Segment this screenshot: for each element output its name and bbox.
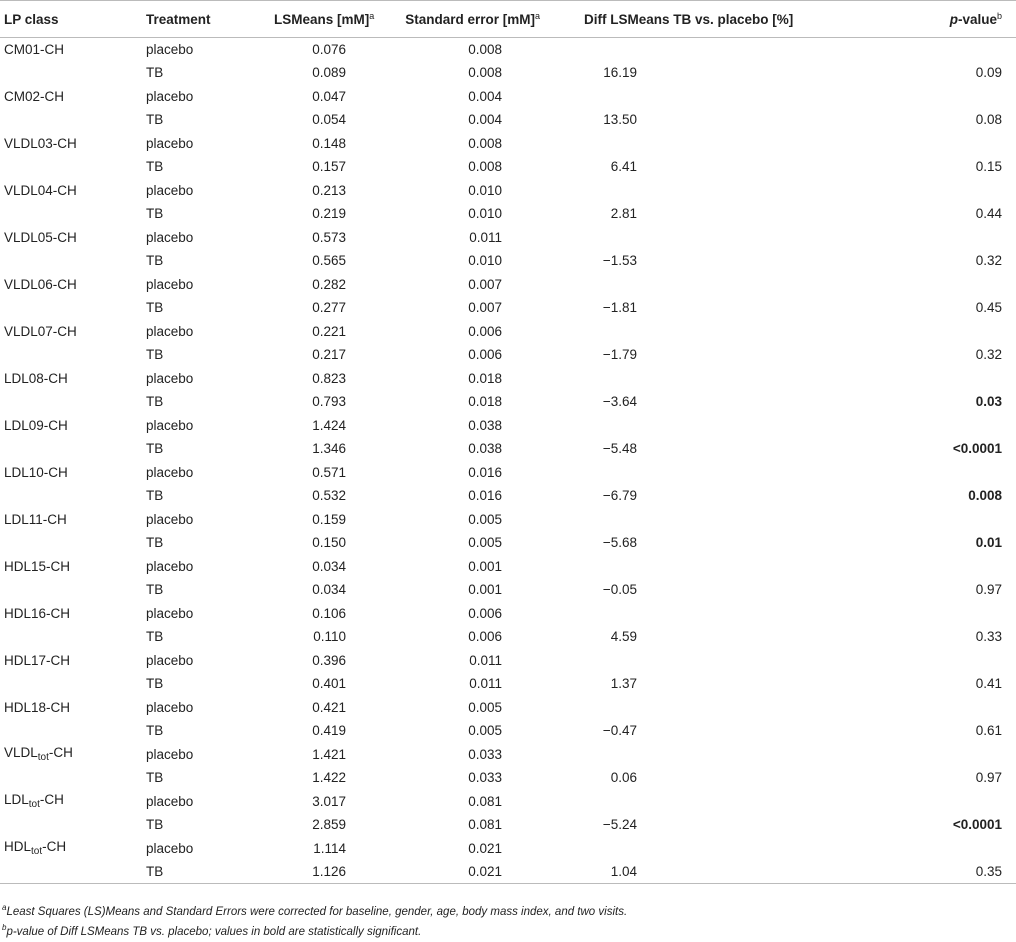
cell-lp-class: CM01-CH (4, 42, 65, 57)
cell-lsmeans: 0.213 (312, 182, 346, 198)
table-row (0, 320, 1016, 344)
cell-diff: −5.24 (602, 817, 637, 833)
cell-lp-class (0, 343, 142, 367)
cell-diff (580, 649, 815, 673)
cell-standard-error: 0.008 (468, 42, 502, 57)
table-row (0, 61, 1016, 85)
cell-treatment: TB (146, 676, 164, 692)
cell-diff: 16.19 (603, 65, 637, 81)
cell-lsmeans: 3.017 (312, 793, 346, 809)
cell-p-value (815, 273, 1016, 297)
cell-lsmeans: 0.421 (312, 699, 346, 715)
cell-lsmeans: 0.282 (312, 276, 346, 292)
cell-lp-class (0, 155, 142, 179)
cell-diff: −3.64 (602, 394, 637, 410)
cell-diff: 1.37 (610, 676, 637, 692)
cell-p-value (815, 320, 1016, 344)
cell-treatment: placebo (146, 605, 194, 621)
cell-lp-class: $LDL_{tot}-CH$ (4, 792, 64, 811)
cell-lsmeans: 0.054 (312, 112, 346, 128)
cell-lsmeans: 0.396 (312, 652, 346, 668)
table-body (0, 38, 1016, 884)
cell-lp-class: HDL17-CH (4, 652, 71, 668)
cell-treatment: TB (146, 629, 164, 645)
cell-p-value (815, 132, 1016, 156)
header-lsmeans: LSMeans [mM]$^a$ (270, 1, 400, 38)
cell-standard-error: 0.007 (468, 276, 502, 292)
cell-treatment: TB (146, 347, 164, 363)
cell-standard-error: 0.018 (468, 394, 502, 410)
cell-lp-class: HDL18-CH (4, 699, 71, 715)
table-row (0, 508, 1016, 532)
cell-p-value (815, 38, 1016, 62)
table-row (0, 226, 1016, 250)
cell-p-value: 0.09 (975, 65, 1002, 81)
cell-lsmeans: 2.859 (312, 817, 346, 833)
cell-lp-class: VLDL05-CH (4, 229, 77, 245)
cell-standard-error: 0.006 (468, 347, 502, 363)
table-row (0, 649, 1016, 673)
cell-treatment: placebo (146, 511, 194, 527)
cell-p-value: 0.41 (975, 676, 1002, 692)
table-row (0, 766, 1016, 790)
cell-lsmeans: 0.106 (312, 605, 346, 621)
cell-lsmeans: 0.571 (312, 464, 346, 480)
cell-diff: −1.81 (602, 300, 637, 316)
cell-lsmeans: 0.034 (312, 582, 346, 598)
cell-treatment: TB (146, 488, 164, 504)
cell-standard-error: 0.011 (469, 652, 502, 668)
cell-standard-error: 0.011 (469, 676, 502, 692)
cell-treatment: TB (146, 441, 164, 457)
cell-standard-error: 0.005 (468, 535, 502, 551)
cell-p-value: 0.44 (975, 206, 1002, 222)
cell-lsmeans: 0.823 (312, 370, 346, 386)
cell-standard-error: 0.011 (469, 229, 502, 245)
cell-diff: −1.53 (602, 253, 637, 269)
cell-lsmeans: 1.422 (312, 770, 346, 786)
cell-standard-error: 0.021 (400, 860, 580, 884)
cell-lsmeans: 1.424 (312, 417, 346, 433)
cell-treatment: TB (146, 159, 164, 175)
cell-lp-class (0, 625, 142, 649)
table-row (0, 343, 1016, 367)
cell-diff (580, 790, 815, 814)
cell-p-value: 0.33 (975, 629, 1002, 645)
table-row (0, 38, 1016, 62)
cell-diff (580, 696, 815, 720)
cell-p-value: 0.97 (975, 582, 1002, 598)
cell-diff: −5.48 (602, 441, 637, 457)
cell-lsmeans: 0.277 (312, 300, 346, 316)
cell-diff: −5.68 (602, 535, 637, 551)
cell-treatment: TB (146, 582, 164, 598)
cell-lsmeans: 0.076 (312, 42, 346, 57)
cell-p-value (815, 696, 1016, 720)
cell-p-value: <0.0001 (952, 441, 1002, 457)
cell-p-value: 0.32 (975, 347, 1002, 363)
cell-lp-class: HDL16-CH (4, 605, 71, 621)
cell-standard-error: 0.021 (468, 840, 502, 856)
cell-standard-error: 0.005 (468, 699, 502, 715)
footnote-b: $^b$p-value of Diff LSMeans TB vs. placebo; values in bold are statistically significant. (2, 923, 422, 938)
cell-lp-class: LDL11-CH (4, 511, 67, 527)
cell-diff (580, 273, 815, 297)
header-p-value: p-value$^b$ (815, 1, 1016, 38)
cell-treatment: TB (146, 253, 164, 269)
cell-treatment: placebo (146, 370, 194, 386)
table-row (0, 132, 1016, 156)
cell-diff: 1.04 (580, 860, 815, 884)
cell-lp-class (0, 249, 142, 273)
cell-lsmeans: 0.793 (312, 394, 346, 410)
cell-lp-class (0, 296, 142, 320)
table-row (0, 790, 1016, 814)
cell-p-value: 0.97 (975, 770, 1002, 786)
table-row (0, 155, 1016, 179)
cell-lsmeans: 0.148 (312, 135, 346, 151)
cell-p-value (815, 555, 1016, 579)
cell-lsmeans: 0.217 (312, 347, 346, 363)
cell-p-value: 0.35 (815, 860, 1016, 884)
cell-treatment: placebo (146, 746, 194, 762)
cell-lp-class (0, 531, 142, 555)
cell-treatment: TB (146, 770, 164, 786)
cell-lp-class: $VLDL_{tot}-CH$ (4, 745, 73, 764)
cell-standard-error: 0.008 (468, 159, 502, 175)
table-row (0, 108, 1016, 132)
cell-standard-error: 0.010 (468, 253, 502, 269)
cell-treatment: placebo (146, 699, 194, 715)
cell-lp-class: HDL15-CH (4, 558, 71, 574)
cell-treatment: TB (146, 817, 164, 833)
cell-lsmeans: 0.150 (312, 535, 346, 551)
table-row (0, 719, 1016, 743)
table-row (0, 461, 1016, 485)
cell-diff (580, 555, 815, 579)
cell-lp-class (0, 390, 142, 414)
cell-lp-class: VLDL06-CH (4, 276, 77, 292)
cell-lsmeans: 0.419 (312, 723, 346, 739)
cell-lp-class (0, 860, 142, 884)
cell-lsmeans: 1.126 (270, 860, 400, 884)
cell-lp-class: VLDL04-CH (4, 182, 77, 198)
cell-standard-error: 0.004 (468, 88, 502, 104)
cell-lsmeans: 0.532 (312, 488, 346, 504)
cell-lp-class (0, 672, 142, 696)
cell-lsmeans: 0.157 (312, 159, 346, 175)
cell-treatment: placebo (146, 276, 194, 292)
cell-lp-class: VLDL07-CH (4, 323, 77, 339)
cell-diff (580, 837, 815, 861)
cell-p-value (815, 226, 1016, 250)
cell-standard-error: 0.010 (468, 182, 502, 198)
cell-lp-class (0, 437, 142, 461)
cell-lsmeans: 1.421 (312, 746, 346, 762)
cell-p-value (815, 414, 1016, 438)
table-row (0, 602, 1016, 626)
table-row (0, 743, 1016, 767)
cell-p-value: 0.45 (975, 300, 1002, 316)
cell-diff (580, 414, 815, 438)
cell-lp-class: LDL08-CH (4, 370, 68, 386)
table-row (0, 555, 1016, 579)
table-row (0, 367, 1016, 391)
table-row (0, 696, 1016, 720)
cell-treatment: placebo (146, 182, 194, 198)
cell-diff: −0.05 (602, 582, 637, 598)
cell-standard-error: 0.016 (468, 488, 502, 504)
cell-standard-error: 0.007 (468, 300, 502, 316)
cell-lp-class: VLDL03-CH (4, 135, 77, 151)
cell-lsmeans: 0.573 (312, 229, 346, 245)
table-row (0, 390, 1016, 414)
cell-treatment: TB (146, 535, 164, 551)
cell-treatment: TB (146, 112, 164, 128)
table-header (0, 1, 1016, 38)
table-row (0, 578, 1016, 602)
cell-diff: −6.79 (602, 488, 637, 504)
table-row (0, 273, 1016, 297)
cell-lp-class (0, 484, 142, 508)
cell-p-value (815, 85, 1016, 109)
cell-diff (580, 743, 815, 767)
cell-standard-error: 0.005 (468, 723, 502, 739)
cell-p-value: <0.0001 (952, 817, 1002, 833)
cell-diff (580, 320, 815, 344)
cell-treatment: placebo (146, 135, 194, 151)
cell-lsmeans: 0.047 (312, 88, 346, 104)
table-row (0, 531, 1016, 555)
header-standard-error: Standard error [mM]$^a$ (400, 1, 580, 38)
cell-standard-error: 0.006 (468, 605, 502, 621)
cell-lsmeans: 0.110 (313, 629, 346, 645)
cell-lsmeans: 0.221 (312, 323, 346, 339)
cell-diff: 2.81 (610, 206, 637, 222)
cell-standard-error: 0.008 (468, 135, 502, 151)
cell-lp-class: $HDL_{tot}-CH$ (4, 839, 67, 858)
table-row (0, 202, 1016, 226)
cell-diff (580, 226, 815, 250)
cell-treatment: TB (146, 300, 164, 316)
cell-p-value (815, 602, 1016, 626)
cell-treatment: TB (142, 860, 270, 884)
cell-treatment: placebo (146, 229, 194, 245)
cell-standard-error: 0.081 (468, 793, 502, 809)
cell-standard-error: 0.006 (468, 323, 502, 339)
cell-treatment: placebo (146, 558, 194, 574)
header-treatment: Treatment (142, 1, 270, 38)
table-row (0, 296, 1016, 320)
cell-p-value (815, 508, 1016, 532)
cell-p-value (815, 461, 1016, 485)
cell-treatment: placebo (146, 42, 194, 57)
cell-lsmeans: 0.034 (312, 558, 346, 574)
cell-p-value: 0.008 (968, 488, 1002, 504)
cell-lsmeans: 1.114 (313, 840, 346, 856)
cell-standard-error: 0.006 (468, 629, 502, 645)
table-row (0, 672, 1016, 696)
cell-diff: 6.41 (610, 159, 637, 175)
cell-p-value (815, 743, 1016, 767)
cell-treatment: TB (146, 723, 164, 739)
cell-standard-error: 0.038 (468, 441, 502, 457)
cell-diff (580, 132, 815, 156)
cell-diff (580, 508, 815, 532)
table-row (0, 484, 1016, 508)
cell-treatment: TB (146, 65, 164, 81)
header-diff: Diff LSMeans TB vs. placebo [%] (580, 1, 815, 38)
table-row (0, 813, 1016, 837)
cell-treatment: placebo (146, 652, 194, 668)
cell-lsmeans: 0.401 (312, 676, 346, 692)
table-row (0, 414, 1016, 438)
table-row (0, 437, 1016, 461)
cell-diff: 4.59 (610, 629, 637, 645)
cell-lp-class: CM02-CH (4, 88, 65, 104)
cell-diff: −0.47 (602, 723, 637, 739)
cell-treatment: placebo (146, 88, 194, 104)
cell-standard-error: 0.001 (468, 558, 502, 574)
cell-lsmeans: 0.159 (312, 511, 346, 527)
cell-treatment: placebo (146, 417, 194, 433)
cell-p-value (815, 367, 1016, 391)
cell-lp-class (0, 813, 142, 837)
cell-lp-class (0, 719, 142, 743)
footnote-a: $^a$Least Squares (LS)Means and Standard Errors were corrected for baseline, gender, age, body mass index, and two visits. (2, 903, 628, 918)
cell-standard-error: 0.038 (468, 417, 502, 433)
cell-treatment: placebo (146, 793, 194, 809)
cell-standard-error: 0.033 (468, 746, 502, 762)
cell-lp-class: LDL10-CH (4, 464, 68, 480)
table-row (0, 837, 1016, 861)
cell-diff: 13.50 (603, 112, 637, 128)
cell-lsmeans: 1.346 (312, 441, 346, 457)
cell-standard-error: 0.018 (468, 370, 502, 386)
cell-standard-error: 0.008 (468, 65, 502, 81)
cell-diff (580, 38, 815, 62)
cell-p-value: 0.15 (975, 159, 1002, 175)
cell-standard-error: 0.001 (468, 582, 502, 598)
cell-p-value (815, 790, 1016, 814)
header-lp-class: LP class (0, 1, 142, 38)
cell-diff: −1.79 (602, 347, 637, 363)
cell-lp-class (0, 578, 142, 602)
cell-treatment: TB (146, 206, 164, 222)
cell-lp-class (0, 202, 142, 226)
table-row (0, 85, 1016, 109)
cell-diff (580, 179, 815, 203)
cell-standard-error: 0.033 (468, 770, 502, 786)
cell-p-value: 0.61 (975, 723, 1002, 739)
cell-lp-class (0, 766, 142, 790)
cell-lsmeans: 0.219 (312, 206, 346, 222)
cell-p-value (815, 837, 1016, 861)
cell-diff: 0.06 (610, 770, 637, 786)
cell-standard-error: 0.005 (468, 511, 502, 527)
cell-standard-error: 0.016 (468, 464, 502, 480)
table-row (0, 860, 1016, 884)
cell-diff (580, 461, 815, 485)
cell-lsmeans: 0.565 (312, 253, 346, 269)
cell-diff (580, 602, 815, 626)
cell-treatment: placebo (146, 323, 194, 339)
cell-standard-error: 0.010 (468, 206, 502, 222)
cell-standard-error: 0.004 (468, 112, 502, 128)
cell-p-value (815, 179, 1016, 203)
cell-p-value: 0.08 (975, 112, 1002, 128)
cell-standard-error: 0.081 (468, 817, 502, 833)
cell-p-value: 0.32 (975, 253, 1002, 269)
cell-treatment: placebo (146, 840, 194, 856)
table-row (0, 249, 1016, 273)
cell-p-value: 0.03 (975, 394, 1002, 410)
cell-p-value: 0.01 (975, 535, 1002, 551)
cell-lsmeans: 0.089 (312, 65, 346, 81)
cell-treatment: TB (146, 394, 164, 410)
cell-diff (580, 367, 815, 391)
cell-diff (580, 85, 815, 109)
cell-treatment: placebo (146, 464, 194, 480)
cell-p-value (815, 649, 1016, 673)
cell-lp-class (0, 61, 142, 85)
table-row (0, 625, 1016, 649)
cell-lp-class: LDL09-CH (4, 417, 68, 433)
cell-lp-class (0, 108, 142, 132)
table-row (0, 179, 1016, 203)
